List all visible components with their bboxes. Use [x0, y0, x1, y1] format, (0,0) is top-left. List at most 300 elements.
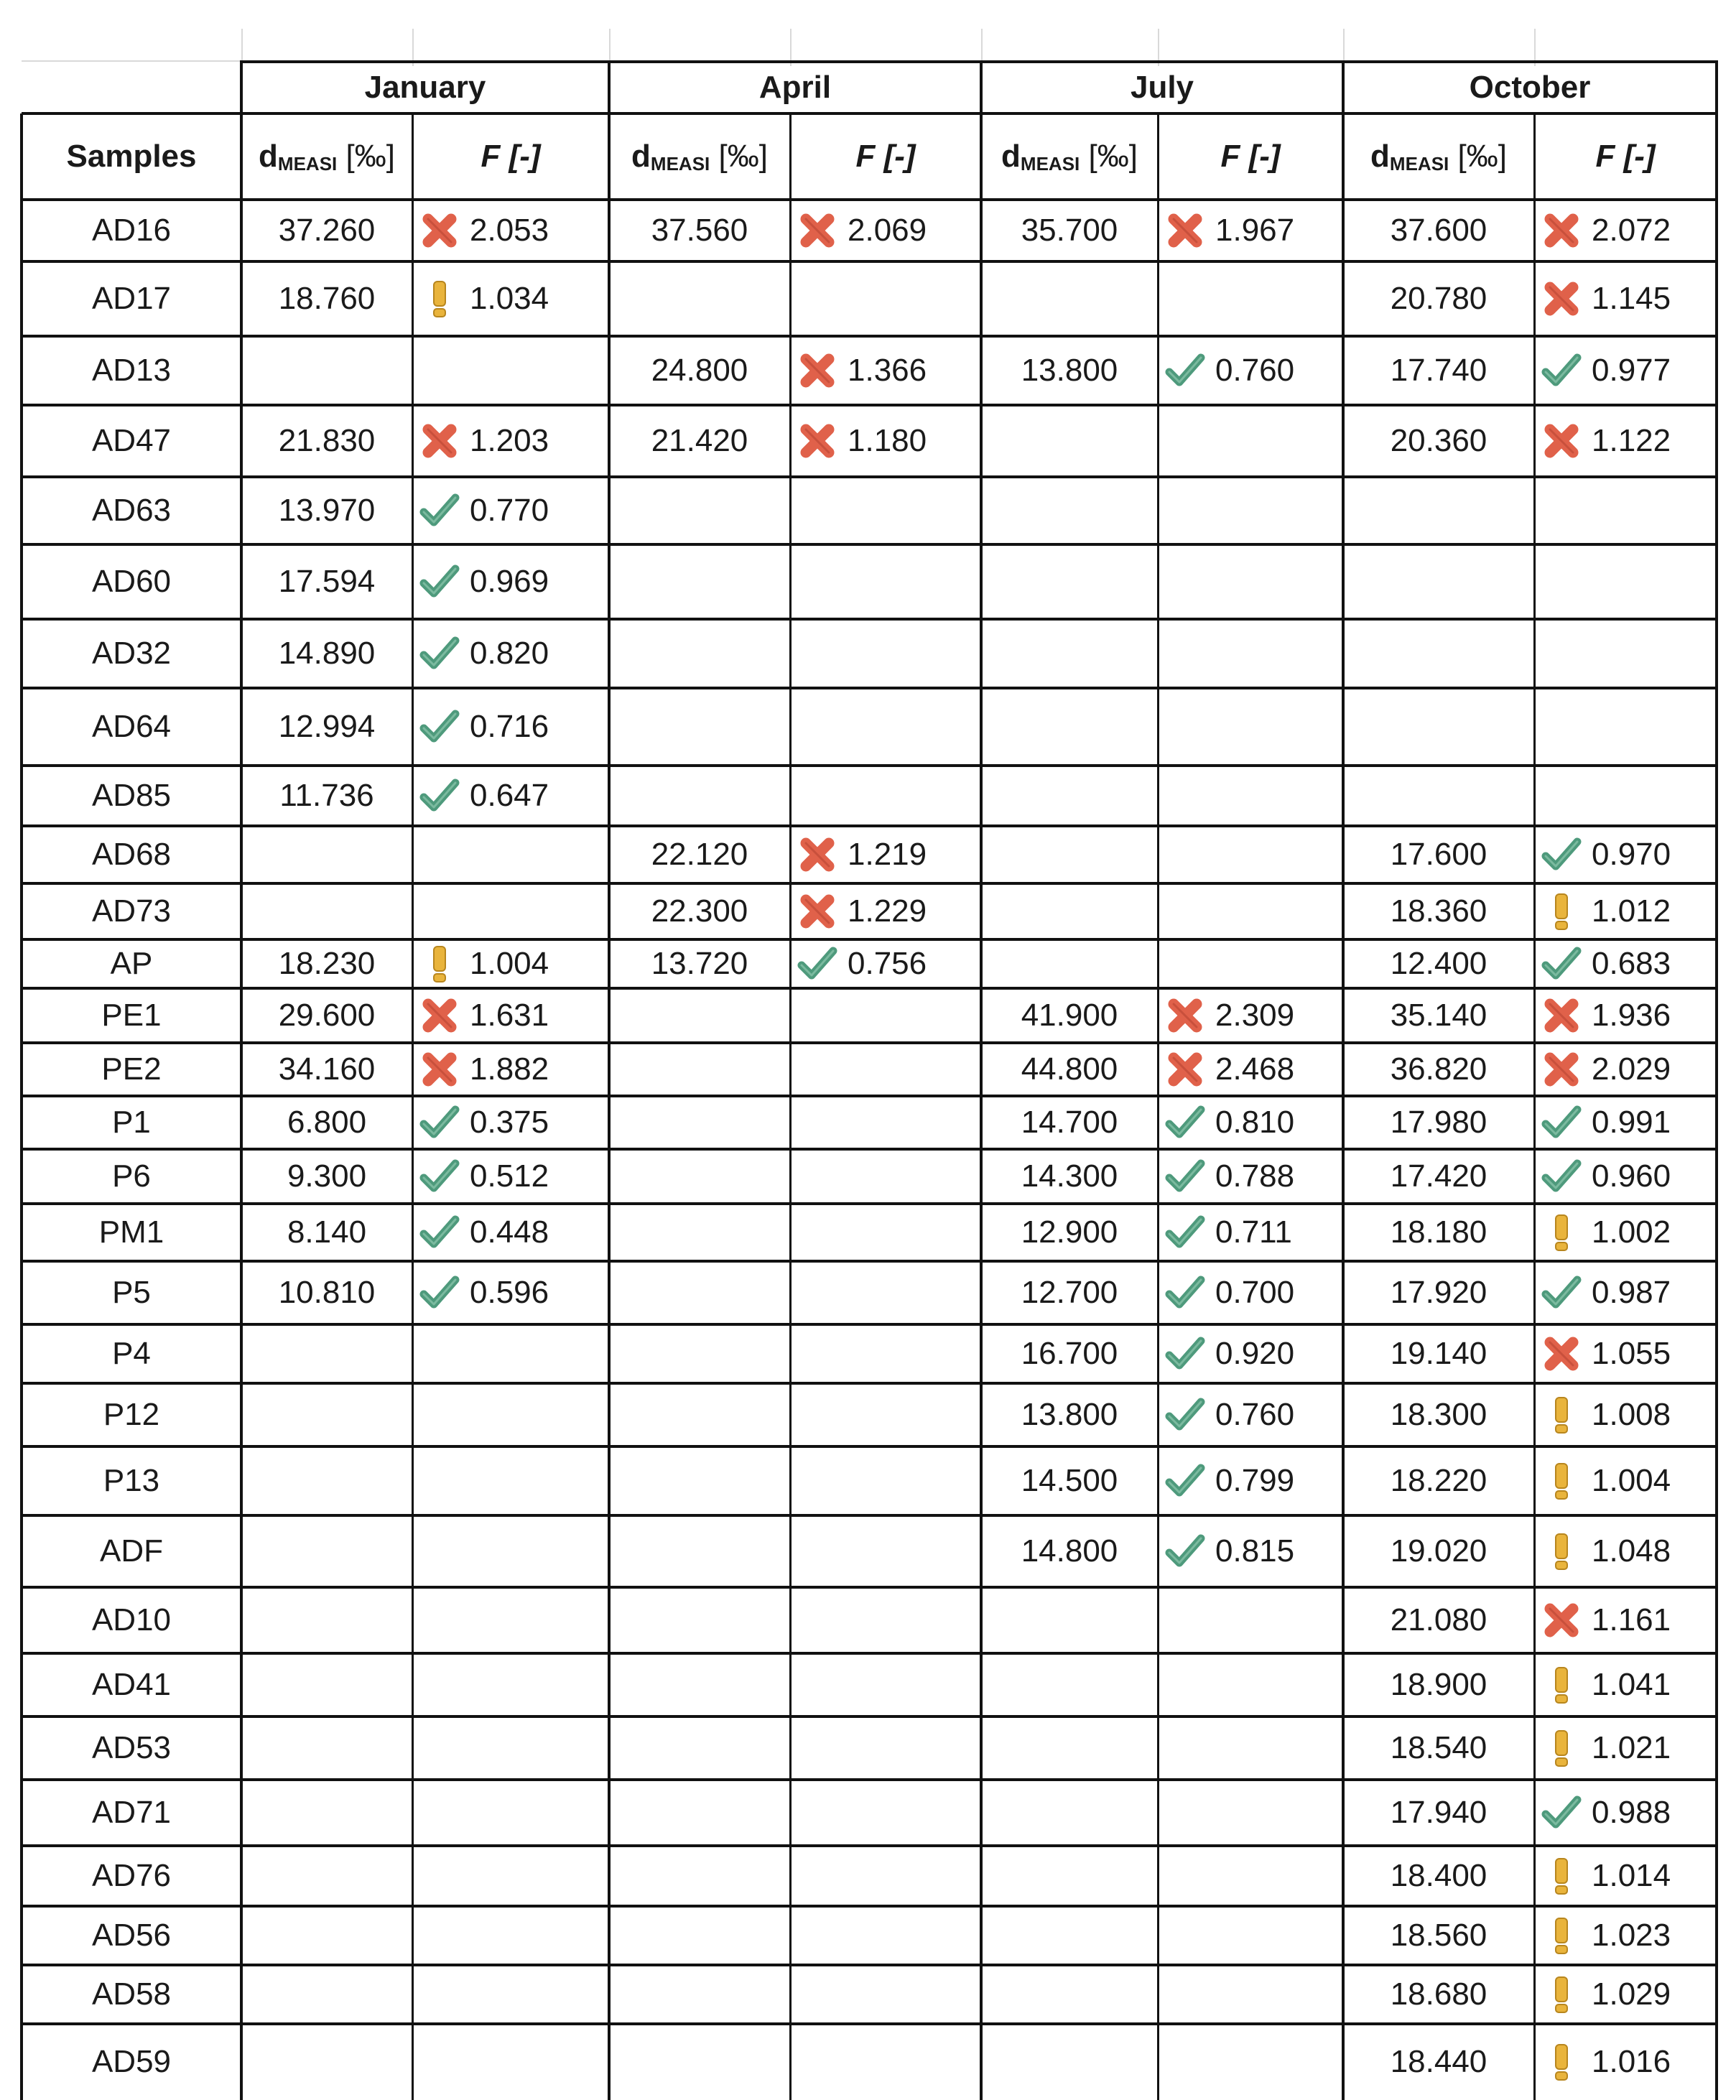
- table-border: [22, 987, 1718, 990]
- f-value-cell[interactable]: [790, 544, 981, 619]
- f-value-cell[interactable]: [412, 1587, 609, 1653]
- d-value-cell[interactable]: [609, 1716, 790, 1780]
- d-value-cell[interactable]: 12.400: [1390, 946, 1487, 981]
- check-icon: [1165, 350, 1205, 391]
- sample-name-cell[interactable]: AD53: [91, 1730, 172, 1765]
- d-value-cell[interactable]: [609, 1515, 790, 1587]
- d-value-cell[interactable]: 41.900: [1021, 998, 1118, 1033]
- check-icon: [419, 707, 460, 747]
- d-value-cell[interactable]: [609, 1261, 790, 1324]
- d-value-cell[interactable]: 44.800: [1021, 1051, 1118, 1087]
- d-value-cell[interactable]: [609, 2024, 790, 2100]
- d-value-cell[interactable]: 14.700: [1021, 1105, 1118, 1140]
- d-value-cell[interactable]: [981, 826, 1158, 883]
- d-value-cell[interactable]: [981, 544, 1158, 619]
- d-value-cell[interactable]: 16.700: [1021, 1336, 1118, 1371]
- f-value-cell[interactable]: [790, 1383, 981, 1446]
- f-value-cell[interactable]: [790, 1149, 981, 1204]
- d-value-cell[interactable]: [1343, 477, 1534, 544]
- d-value-cell[interactable]: [609, 261, 790, 336]
- d-value-cell[interactable]: [609, 1780, 790, 1846]
- f-value-cell[interactable]: [412, 544, 609, 619]
- f-value-cell[interactable]: [1534, 1261, 1717, 1324]
- check-icon: [419, 633, 460, 674]
- f-value-cell[interactable]: [1534, 766, 1717, 826]
- f-value-cell[interactable]: [1158, 826, 1343, 883]
- d-value-cell[interactable]: [609, 688, 790, 766]
- f-value-cell[interactable]: [412, 1149, 609, 1204]
- sample-name-cell[interactable]: AD13: [91, 353, 172, 388]
- cross-icon: [1541, 210, 1582, 251]
- f-value-cell[interactable]: [412, 1716, 609, 1780]
- f-value-cell[interactable]: [790, 2024, 981, 2100]
- f-value-cell[interactable]: [1158, 883, 1343, 939]
- sample-name-cell[interactable]: P4: [112, 1336, 151, 1371]
- d-value-cell[interactable]: [609, 477, 790, 544]
- samples-header: Samples: [66, 139, 197, 174]
- f-value-cell[interactable]: [1158, 1846, 1343, 1906]
- f-value-cell[interactable]: [790, 1096, 981, 1149]
- sample-name-cell[interactable]: P12: [103, 1397, 160, 1432]
- f-value-cell[interactable]: [412, 1261, 609, 1324]
- d-value-cell[interactable]: [241, 1906, 412, 1965]
- f-value-cell[interactable]: [1158, 1043, 1343, 1096]
- sample-name-cell[interactable]: AD17: [91, 281, 172, 316]
- d-value-cell[interactable]: 17.980: [1390, 1105, 1487, 1140]
- sample-name-cell[interactable]: AP: [110, 946, 153, 981]
- check-icon: [1165, 1334, 1205, 1374]
- d-value-cell[interactable]: 29.600: [278, 998, 376, 1033]
- f-value-cell[interactable]: [1158, 1324, 1343, 1383]
- f-value-cell[interactable]: [1534, 1043, 1717, 1096]
- f-value-cell[interactable]: [1534, 336, 1717, 405]
- d-value-cell[interactable]: 19.140: [1390, 1336, 1487, 1371]
- table-border: [22, 1445, 1718, 1448]
- d-value-cell[interactable]: [1343, 619, 1534, 688]
- d-value-cell[interactable]: 12.700: [1021, 1275, 1118, 1310]
- table-border: [22, 335, 1718, 338]
- table-border: [22, 1964, 1718, 1966]
- sample-name-cell[interactable]: AD56: [91, 1918, 172, 1953]
- d-value-cell[interactable]: [609, 1587, 790, 1653]
- d-value-cell[interactable]: [241, 1515, 412, 1587]
- f-value-cell[interactable]: [1534, 1780, 1717, 1846]
- f-value-cell[interactable]: [1158, 200, 1343, 261]
- d-value-cell[interactable]: [241, 1846, 412, 1906]
- d-value-cell[interactable]: [241, 1653, 412, 1716]
- d-value-cell[interactable]: 17.740: [1390, 353, 1487, 388]
- sample-name-cell[interactable]: AD10: [91, 1602, 172, 1637]
- sample-name-cell[interactable]: AD32: [91, 636, 172, 671]
- d-value-cell[interactable]: 21.420: [651, 423, 748, 458]
- f-value-cell[interactable]: [790, 1515, 981, 1587]
- f-value-cell[interactable]: [412, 1204, 609, 1261]
- f-value: 2.072: [1592, 213, 1671, 248]
- f-value-cell[interactable]: [1534, 1846, 1717, 1906]
- f-value-cell[interactable]: [412, 1446, 609, 1515]
- d-value-cell[interactable]: [241, 1446, 412, 1515]
- f-value-cell[interactable]: [790, 1261, 981, 1324]
- d-value-cell[interactable]: [1343, 688, 1534, 766]
- d-value-cell[interactable]: [981, 261, 1158, 336]
- sample-name-cell[interactable]: P13: [103, 1463, 160, 1498]
- d-value-cell[interactable]: 17.940: [1390, 1795, 1487, 1830]
- d-value-cell[interactable]: [981, 2024, 1158, 2100]
- d-value-cell[interactable]: 8.140: [287, 1214, 367, 1250]
- f-value-cell[interactable]: [790, 336, 981, 405]
- f-value-cell[interactable]: [1158, 1653, 1343, 1716]
- d-value-cell[interactable]: 18.180: [1390, 1214, 1487, 1250]
- f-value-cell[interactable]: [790, 1716, 981, 1780]
- f-value-cell[interactable]: [1534, 1515, 1717, 1587]
- cross-icon: [419, 210, 460, 251]
- d-value-cell[interactable]: 17.920: [1390, 1275, 1487, 1310]
- sample-name-cell[interactable]: AD41: [91, 1667, 172, 1702]
- d-symbol: d: [1001, 139, 1021, 174]
- warning-icon: [1541, 1728, 1582, 1768]
- sample-name-cell[interactable]: P1: [112, 1105, 151, 1140]
- d-value-cell[interactable]: 18.400: [1390, 1858, 1487, 1893]
- d-value-cell[interactable]: [981, 1906, 1158, 1965]
- f-value-cell[interactable]: [1534, 200, 1717, 261]
- d-value-cell[interactable]: 18.760: [278, 281, 376, 316]
- f-value-cell[interactable]: [412, 261, 609, 336]
- d-value-cell[interactable]: [981, 766, 1158, 826]
- d-value-cell[interactable]: [981, 1780, 1158, 1846]
- check-icon: [419, 1273, 460, 1313]
- f-value-cell[interactable]: [1158, 988, 1343, 1043]
- f-value-cell[interactable]: [790, 1324, 981, 1383]
- warning-icon: [1541, 1915, 1582, 1956]
- d-value-cell[interactable]: 13.800: [1021, 353, 1118, 388]
- f-value-cell[interactable]: [412, 336, 609, 405]
- f-value-cell[interactable]: [1534, 939, 1717, 988]
- d-value-cell[interactable]: 18.360: [1390, 893, 1487, 929]
- f-value: 0.375: [470, 1105, 549, 1140]
- f-value-cell[interactable]: [1158, 619, 1343, 688]
- f-value-cell[interactable]: [412, 2024, 609, 2100]
- d-value-cell[interactable]: 6.800: [287, 1105, 367, 1140]
- f-value-cell[interactable]: [1158, 1515, 1343, 1587]
- f-value-cell[interactable]: [1534, 544, 1717, 619]
- f-value-cell[interactable]: [412, 1324, 609, 1383]
- cross-icon: [1541, 1049, 1582, 1090]
- d-value-cell[interactable]: [609, 1906, 790, 1965]
- f-value-cell[interactable]: [1534, 988, 1717, 1043]
- d-value-cell[interactable]: [241, 883, 412, 939]
- f-value: 1.145: [1592, 281, 1671, 316]
- f-value-cell[interactable]: [412, 1043, 609, 1096]
- f-value-cell[interactable]: [1534, 1653, 1717, 1716]
- f-value-cell[interactable]: [1534, 619, 1717, 688]
- sample-name-cell[interactable]: PE2: [101, 1051, 162, 1087]
- f-value-cell[interactable]: [412, 688, 609, 766]
- d-value-cell[interactable]: [609, 1043, 790, 1096]
- f-value-cell[interactable]: [790, 1906, 981, 1965]
- f-value-cell[interactable]: [412, 477, 609, 544]
- d-value-cell[interactable]: 14.500: [1021, 1463, 1118, 1498]
- f-value-cell[interactable]: [1534, 883, 1717, 939]
- d-value-cell[interactable]: 19.020: [1390, 1533, 1487, 1569]
- d-value-cell[interactable]: 9.300: [287, 1158, 367, 1194]
- sample-name-cell[interactable]: AD73: [91, 893, 172, 929]
- d-value-cell[interactable]: 17.594: [278, 564, 376, 599]
- d-value-cell[interactable]: 20.780: [1390, 281, 1487, 316]
- d-value-cell[interactable]: [981, 1846, 1158, 1906]
- d-value-cell[interactable]: 14.300: [1021, 1158, 1118, 1194]
- f-value-cell[interactable]: [1158, 1446, 1343, 1515]
- d-value-cell[interactable]: [609, 1204, 790, 1261]
- sample-name-cell[interactable]: AD60: [91, 564, 172, 599]
- f-value-cell[interactable]: [1534, 1965, 1717, 2024]
- sample-name-cell[interactable]: AD47: [91, 423, 172, 458]
- f-value-cell[interactable]: [412, 826, 609, 883]
- sample-name-cell[interactable]: AD85: [91, 778, 172, 813]
- f-value-cell[interactable]: [790, 1446, 981, 1515]
- f-value-cell[interactable]: [412, 1846, 609, 1906]
- f-value-cell[interactable]: [1534, 1096, 1717, 1149]
- f-value: 0.711: [1215, 1214, 1292, 1250]
- d-value-cell[interactable]: 36.820: [1390, 1051, 1487, 1087]
- d-value-cell[interactable]: 37.560: [651, 213, 748, 248]
- d-value-cell[interactable]: [241, 2024, 412, 2100]
- d-value-cell[interactable]: 37.260: [278, 213, 376, 248]
- f-value-cell[interactable]: [790, 688, 981, 766]
- sample-name-cell[interactable]: P6: [112, 1158, 151, 1194]
- f-value-cell[interactable]: [1158, 336, 1343, 405]
- f-value-cell[interactable]: [1534, 826, 1717, 883]
- d-value-cell[interactable]: 13.800: [1021, 1397, 1118, 1432]
- f-value-cell[interactable]: [1158, 1780, 1343, 1846]
- d-value-cell[interactable]: 17.420: [1390, 1158, 1487, 1194]
- f-value-cell[interactable]: [790, 883, 981, 939]
- f-value-cell[interactable]: [1534, 405, 1717, 477]
- d-value-cell[interactable]: 18.220: [1390, 1463, 1487, 1498]
- f-value-cell[interactable]: [790, 405, 981, 477]
- f-value-cell[interactable]: [1534, 1587, 1717, 1653]
- f-value: 1.967: [1215, 213, 1295, 248]
- f-value: 0.512: [470, 1158, 549, 1194]
- d-value-cell[interactable]: [241, 1587, 412, 1653]
- d-value-cell[interactable]: [981, 939, 1158, 988]
- table-border: [1342, 60, 1345, 2100]
- table-border: [22, 1260, 1718, 1263]
- d-value-cell[interactable]: 12.994: [278, 709, 376, 744]
- d-value-cell[interactable]: 24.800: [651, 353, 748, 388]
- d-value-cell[interactable]: [609, 619, 790, 688]
- d-value-cell[interactable]: [609, 1653, 790, 1716]
- f-header: F [-]: [1220, 139, 1281, 174]
- f-value-cell[interactable]: [1158, 1716, 1343, 1780]
- f-value-cell[interactable]: [1534, 1149, 1717, 1204]
- f-value-cell[interactable]: [1534, 688, 1717, 766]
- f-value-cell[interactable]: [412, 1965, 609, 2024]
- f-value-cell[interactable]: [790, 939, 981, 988]
- f-value-cell[interactable]: [1158, 1096, 1343, 1149]
- f-value-cell[interactable]: [412, 200, 609, 261]
- f-value-cell[interactable]: [790, 1965, 981, 2024]
- d-value-cell[interactable]: 12.900: [1021, 1214, 1118, 1250]
- d-value-cell[interactable]: 17.600: [1390, 837, 1487, 872]
- f-value-cell[interactable]: [790, 200, 981, 261]
- sample-name-cell[interactable]: AD16: [91, 213, 172, 248]
- f-value-cell[interactable]: [790, 1204, 981, 1261]
- d-value-cell[interactable]: [609, 1446, 790, 1515]
- d-value-cell[interactable]: 35.700: [1021, 213, 1118, 248]
- f-value-cell[interactable]: [412, 883, 609, 939]
- d-value-cell[interactable]: [609, 1096, 790, 1149]
- sample-name-cell[interactable]: AD76: [91, 1858, 172, 1893]
- f-value-cell[interactable]: [412, 1780, 609, 1846]
- d-value-cell[interactable]: 18.680: [1390, 1976, 1487, 2012]
- d-value-cell[interactable]: 20.360: [1390, 423, 1487, 458]
- d-value-cell[interactable]: 18.300: [1390, 1397, 1487, 1432]
- d-value-cell[interactable]: 22.120: [651, 837, 748, 872]
- f-value-cell[interactable]: [1158, 766, 1343, 826]
- d-value-cell[interactable]: 21.830: [278, 423, 376, 458]
- sample-name-cell[interactable]: AD64: [91, 709, 172, 744]
- d-value-cell[interactable]: [609, 1324, 790, 1383]
- sample-name-cell[interactable]: ADF: [100, 1533, 163, 1569]
- d-value-cell[interactable]: [241, 1780, 412, 1846]
- d-value-cell[interactable]: [609, 766, 790, 826]
- d-value-cell[interactable]: [981, 1965, 1158, 2024]
- f-value-cell[interactable]: [412, 939, 609, 988]
- f-value-cell[interactable]: [412, 1096, 609, 1149]
- f-value-cell[interactable]: [1158, 1587, 1343, 1653]
- f-value-cell[interactable]: [1158, 261, 1343, 336]
- d-value-cell[interactable]: 14.890: [278, 636, 376, 671]
- f-value-cell[interactable]: [790, 619, 981, 688]
- d-value-cell[interactable]: [241, 1383, 412, 1446]
- f-value-cell[interactable]: [1534, 1383, 1717, 1446]
- d-value-cell[interactable]: [1343, 766, 1534, 826]
- f-value-cell[interactable]: [412, 1906, 609, 1965]
- f-value-cell[interactable]: [1534, 2024, 1717, 2100]
- f-value-cell[interactable]: [790, 1043, 981, 1096]
- d-value-cell[interactable]: 14.800: [1021, 1533, 1118, 1569]
- d-value-cell[interactable]: 18.560: [1390, 1918, 1487, 1953]
- d-value-cell[interactable]: [241, 1965, 412, 2024]
- d-value-cell[interactable]: 34.160: [278, 1051, 376, 1087]
- d-value-cell[interactable]: [609, 544, 790, 619]
- f-value-cell[interactable]: [1534, 1716, 1717, 1780]
- f-value-cell[interactable]: [412, 988, 609, 1043]
- d-value-cell[interactable]: [609, 1965, 790, 2024]
- sample-name-cell[interactable]: P5: [112, 1275, 151, 1310]
- f-value-cell[interactable]: [790, 477, 981, 544]
- d-unit: [‰]: [337, 139, 395, 174]
- f-value-cell[interactable]: [1158, 1906, 1343, 1965]
- d-value-cell[interactable]: 10.810: [278, 1275, 376, 1310]
- f-value-cell[interactable]: [1534, 1446, 1717, 1515]
- d-value-cell[interactable]: [609, 1149, 790, 1204]
- f-value-cell[interactable]: [1534, 1324, 1717, 1383]
- d-value-cell[interactable]: 21.080: [1390, 1602, 1487, 1637]
- d-value-cell[interactable]: 18.540: [1390, 1730, 1487, 1765]
- f-value-cell[interactable]: [1158, 1149, 1343, 1204]
- d-value-cell[interactable]: [981, 477, 1158, 544]
- d-value-cell[interactable]: [241, 336, 412, 405]
- f-value-cell[interactable]: [790, 1653, 981, 1716]
- d-value-cell[interactable]: 13.970: [278, 493, 376, 528]
- d-value-cell[interactable]: [609, 1846, 790, 1906]
- f-value-cell[interactable]: [790, 1846, 981, 1906]
- d-value-cell[interactable]: 11.736: [279, 778, 374, 813]
- f-value: 1.055: [1592, 1336, 1671, 1371]
- sample-name-cell[interactable]: AD71: [91, 1795, 172, 1830]
- d-value-cell[interactable]: [981, 405, 1158, 477]
- d-value-cell[interactable]: [981, 1716, 1158, 1780]
- f-value-cell[interactable]: [412, 1515, 609, 1587]
- sample-name-cell[interactable]: AD68: [91, 837, 172, 872]
- d-value-cell[interactable]: 22.300: [651, 893, 748, 929]
- f-value-cell[interactable]: [790, 1587, 981, 1653]
- sample-name-cell[interactable]: AD63: [91, 493, 172, 528]
- sample-name-cell[interactable]: PM1: [98, 1214, 164, 1250]
- f-value-cell[interactable]: [1158, 1965, 1343, 2024]
- d-value-cell[interactable]: [1343, 544, 1534, 619]
- f-value-cell[interactable]: [1158, 1261, 1343, 1324]
- f-value-cell[interactable]: [412, 1653, 609, 1716]
- f-value-cell[interactable]: [1158, 939, 1343, 988]
- d-value-cell[interactable]: [609, 1383, 790, 1446]
- f-value-cell[interactable]: [790, 261, 981, 336]
- d-value-cell[interactable]: [981, 1587, 1158, 1653]
- f-value-cell[interactable]: [1158, 688, 1343, 766]
- f-value: 0.820: [470, 636, 549, 671]
- f-value-cell[interactable]: [790, 766, 981, 826]
- sample-name-cell[interactable]: AD58: [91, 1976, 172, 2012]
- d-value-cell[interactable]: [981, 1653, 1158, 1716]
- f-value-cell[interactable]: [1534, 261, 1717, 336]
- f-value-cell[interactable]: [1158, 405, 1343, 477]
- f-value-cell[interactable]: [412, 1383, 609, 1446]
- f-value-cell[interactable]: [1534, 477, 1717, 544]
- f-value-cell[interactable]: [790, 826, 981, 883]
- sample-name-cell[interactable]: AD59: [91, 2044, 172, 2079]
- d-value-cell[interactable]: 18.230: [278, 946, 376, 981]
- f-value-cell[interactable]: [1158, 1204, 1343, 1261]
- d-value-cell[interactable]: [981, 688, 1158, 766]
- d-value-cell[interactable]: [241, 1716, 412, 1780]
- f-value-cell[interactable]: [412, 405, 609, 477]
- d-value-cell[interactable]: 13.720: [651, 946, 748, 981]
- sample-name-cell[interactable]: PE1: [101, 998, 162, 1033]
- d-value-cell[interactable]: [241, 826, 412, 883]
- d-value-cell[interactable]: [609, 988, 790, 1043]
- d-value-cell[interactable]: 35.140: [1390, 998, 1487, 1033]
- d-value-cell[interactable]: [981, 883, 1158, 939]
- d-value-cell[interactable]: 18.900: [1390, 1667, 1487, 1702]
- f-value-cell[interactable]: [1534, 1906, 1717, 1965]
- f-value-cell[interactable]: [1534, 1204, 1717, 1261]
- d-value-cell[interactable]: [981, 619, 1158, 688]
- table-border: [22, 1323, 1718, 1326]
- f-value-cell[interactable]: [1158, 544, 1343, 619]
- f-value-cell[interactable]: [790, 1780, 981, 1846]
- d-value-cell[interactable]: 37.600: [1390, 213, 1487, 248]
- f-value-cell[interactable]: [1158, 1383, 1343, 1446]
- table-border: [980, 60, 983, 2100]
- f-value-cell[interactable]: [1158, 2024, 1343, 2100]
- d-value-cell[interactable]: [241, 1324, 412, 1383]
- f-value-cell[interactable]: [412, 619, 609, 688]
- f-value-cell[interactable]: [1158, 477, 1343, 544]
- f-value-cell[interactable]: [790, 988, 981, 1043]
- f-value-cell[interactable]: [412, 766, 609, 826]
- d-value-cell[interactable]: 18.440: [1390, 2044, 1487, 2079]
